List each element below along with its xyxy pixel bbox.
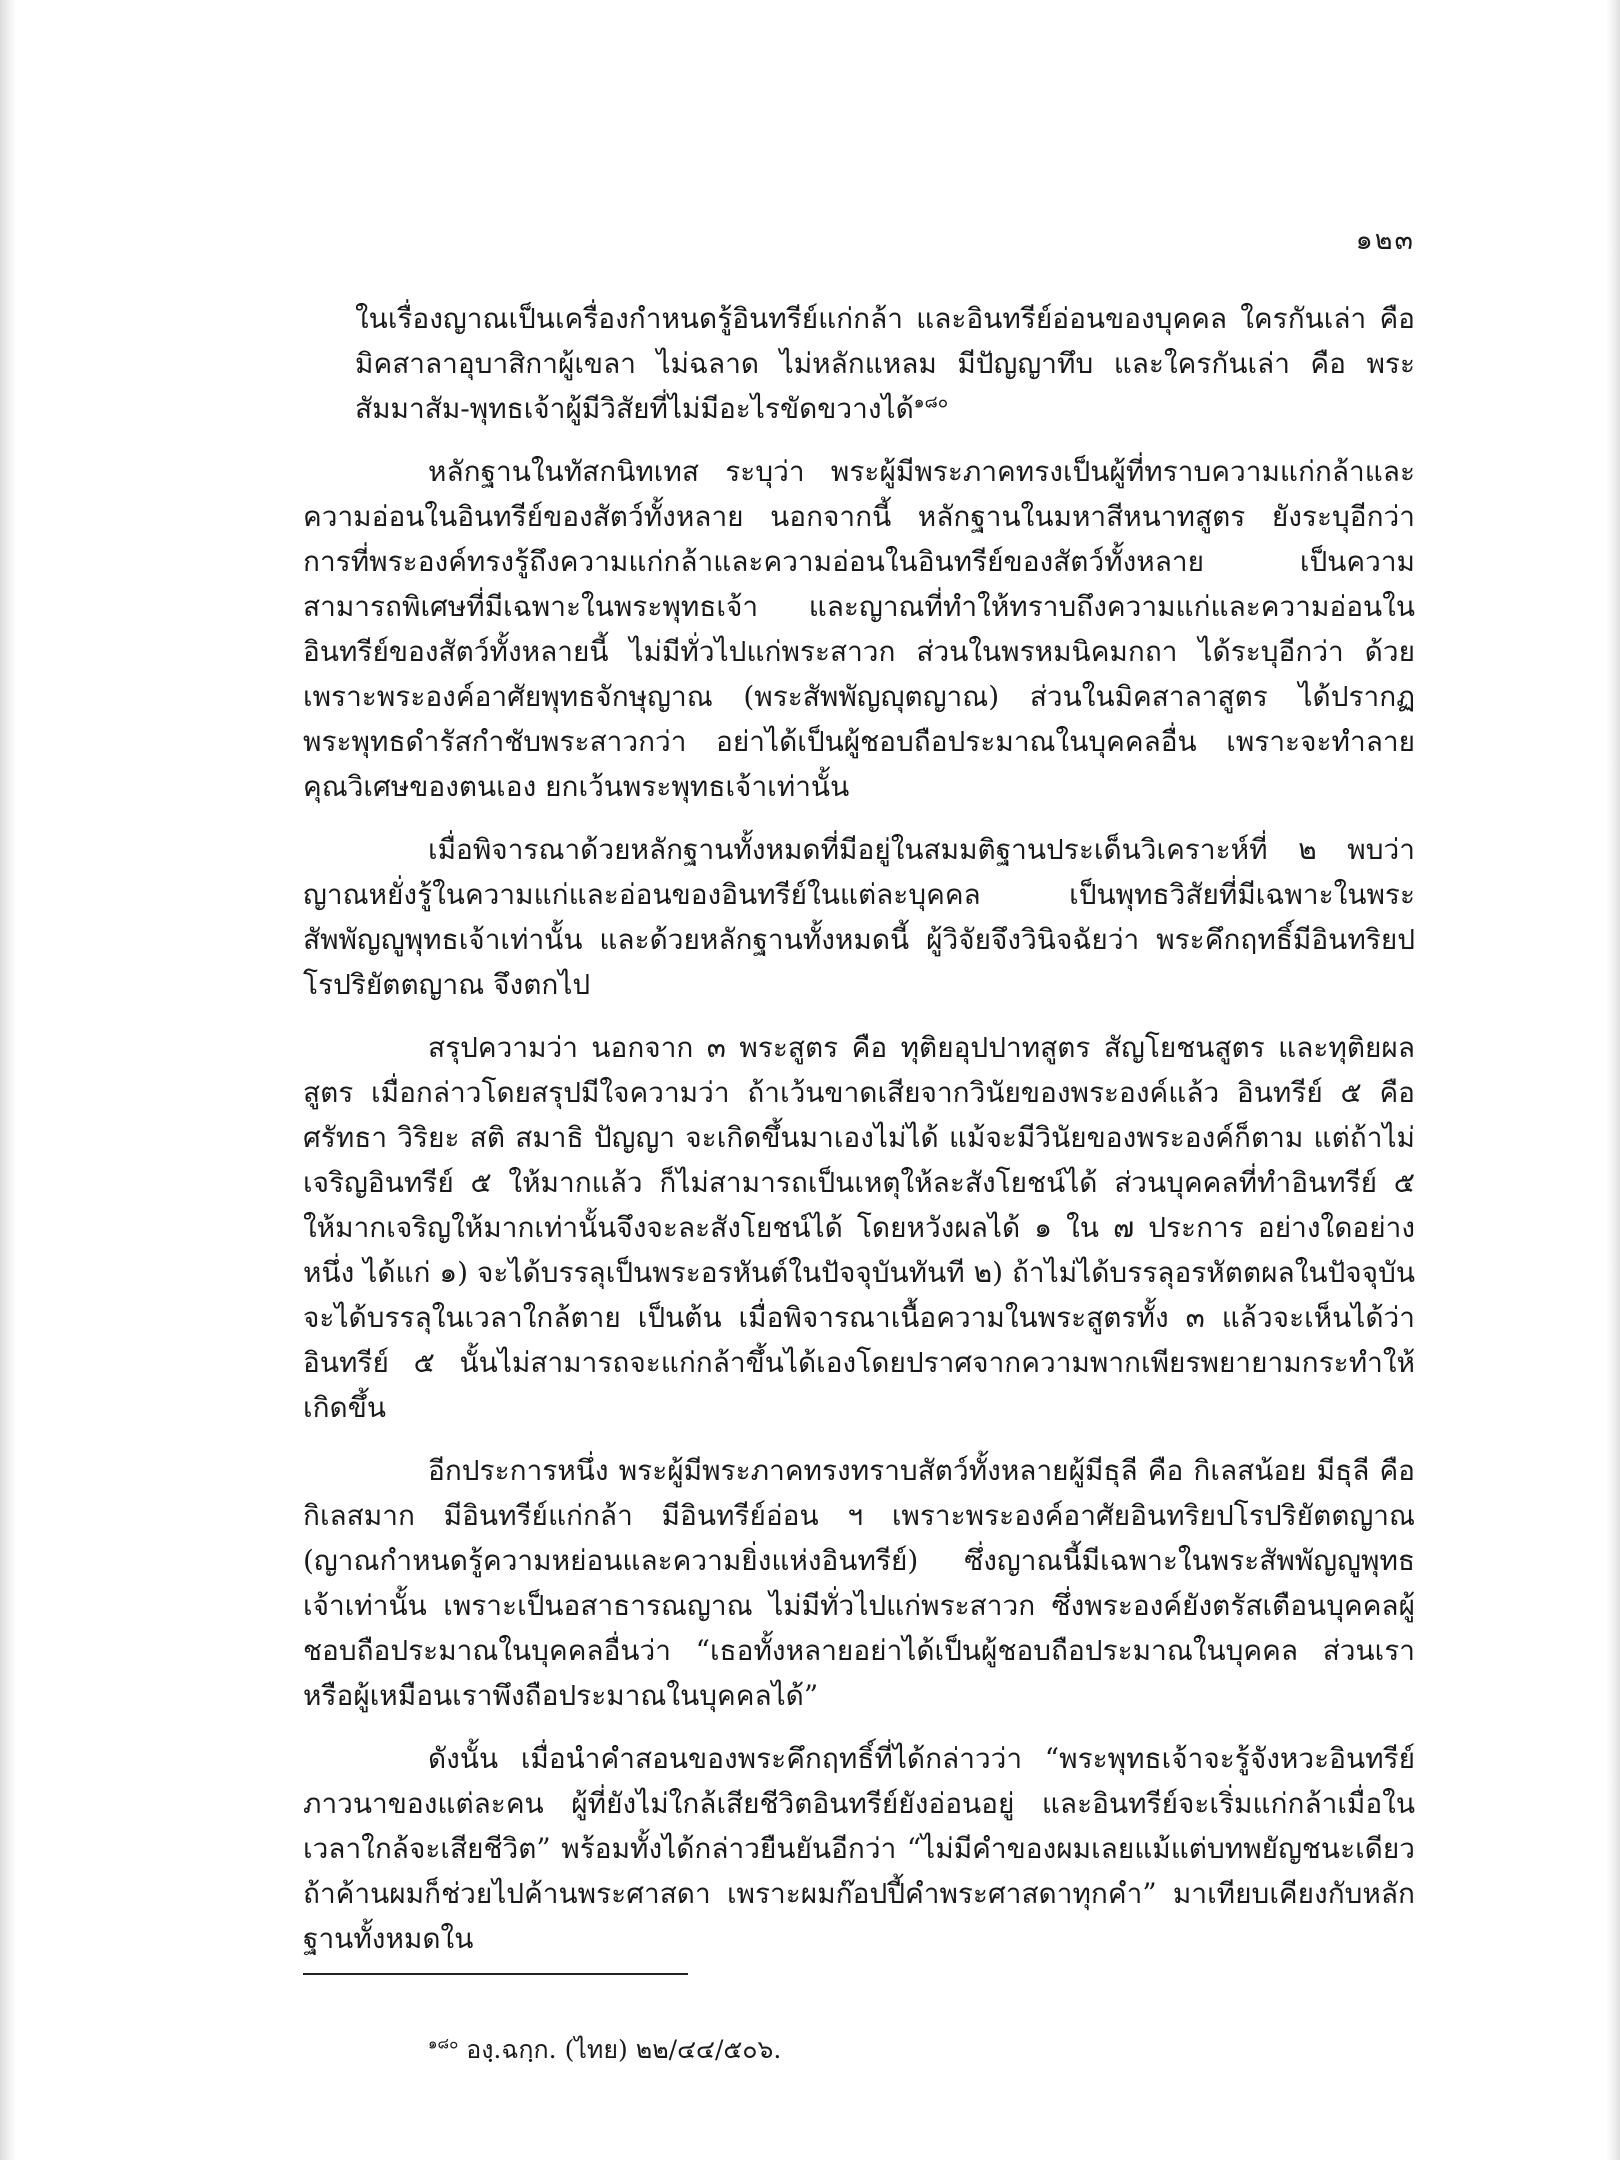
paragraph-3: สรุปความว่า นอกจาก ๓ พระสูตร คือ ทุติยอุปปาทสูตร สัญโยชนสูตร และทุติยผลสูตร เมื่อกล่าวโดยสรุปมีใจความว่า ถ้าเว้นขาดเสียจากวินัยของพระองค์แล้ว อินทรีย์ ๕ คือ ศรัทธา วิริยะ สติ สมาธิ ปัญญา จะเกิดขึ้นมาเองไม่ได้ แม้จะมีวินัยของพระองค์ก็ตาม แต่ถ้าไม่เจริญอินทรีย์ ๕ ให้มากแล้ว ก็ไม่สามารถเป็นเหตุให้ละสังโยชน์ได้ ส่วนบุคคลที่ทำอินทรีย์ ๕ ให้มากเจริญให้มากเท่านั้นจึงจะละสังโยชน์ได้ โดยหวังผลได้ ๑ ใน ๗ ประการ อย่างใดอย่างหนึ่ง ได้แก่ ๑) จะได้บรรลุเป็นพระอรหันต์ในปัจจุบันทันที ๒) ถ้าไม่ได้บรรลุอรหัตตผลในปัจจุบัน จะได้บรรลุในเวลาใกล้ตาย เป็นต้น เมื่อพิจารณาเนื้อความในพระสูตรทั้ง ๓ แล้วจะเห็นได้ว่า อินทรีย์ ๕ นั้นไม่สามารถจะแก่กล้าขึ้นได้เองโดยปราศจากความพากเพียรพยายามกระทำให้เกิดขึ้น [303, 1031, 1415, 1424]
page-shadow-right [1606, 0, 1620, 2160]
block-quote-text: ในเรื่องญาณเป็นเครื่องกำหนดรู้อินทรีย์แก่กล้า และอินทรีย์อ่อนของบุคคล ใครกันเล่า คือ มิคสาลาอุบาสิกาผู้เขลา ไม่ฉลาด ไม่หลักแหลม มีปัญญาทึบ และใครกันเล่า คือ พระสัมมาสัม-พุทธเจ้าผู้มีวิสัยที่ไม่มีอะไรขัดขวางได้ [355, 302, 1415, 425]
page-shadow-left [0, 0, 16, 2160]
paragraph-2: เมื่อพิจารณาด้วยหลักฐานทั้งหมดที่มีอยู่ในสมมติฐานประเด็นวิเคราะห์ที่ ๒ พบว่า ญาณหยั่งรู้ในความแก่และอ่อนของอินทรีย์ในแต่ละบุคคล เป็นพุทธวิสัยที่มีเฉพาะในพระสัพพัญญูพุทธเจ้าเท่านั้น และด้วยหลักฐานทั้งหมดนี้ ผู้วิจัยจึงวินิจฉัยว่า พระคึกฤทธิ์มีอินทริยปโรปริยัตตญาณ จึงตกไป [303, 833, 1415, 1001]
footnote-number: ๑๘๐ [428, 2034, 459, 2053]
paragraph-5: ดังนั้น เมื่อนำคำสอนของพระคึกฤทธิ์ที่ได้กล่าวว่า “พระพุทธเจ้าจะรู้จังหวะอินทรีย์ภาวนาของแต่ละคน ผู้ที่ยังไม่ใกล้เสียชีวิตอินทรีย์ยังอ่อนอยู่ และอินทรีย์จะเริ่มแก่กล้าเมื่อในเวลาใกล้จะเสียชีวิต” พร้อมทั้งได้กล่าวยืนยันอีกว่า “ไม่มีคำของผมเลยแม้แต่บทพยัญชนะเดียว ถ้าค้านผมก็ช่วยไปค้านพระศาสดา เพราะผมก๊อปปี้คำพระศาสดาทุกคำ” มาเทียบเคียงกับหลักฐานทั้งหมดใน [303, 1742, 1415, 1955]
body-text [303, 296, 1415, 1979]
block-quote [355, 296, 1415, 431]
page-number: ๑๒๓ [1355, 225, 1415, 256]
footnote-reference[interactable]: ๑๘๐ [913, 392, 949, 413]
footnote-divider [303, 1973, 688, 1975]
paragraph-1: หลักฐานในทัสกนิทเทส ระบุว่า พระผู้มีพระภาคทรงเป็นผู้ที่ทราบความแก่กล้าและความอ่อนในอินทรีย์ของสัตว์ทั้งหลาย นอกจากนี้ หลักฐานในมหาสีหนาทสูตร ยังระบุอีกว่า การที่พระองค์ทรงรู้ถึงความแก่กล้าและความอ่อนในอินทรีย์ของสัตว์ทั้งหลาย เป็นความสามารถพิเศษที่มีเฉพาะในพระพุทธเจ้า และญาณที่ทำให้ทราบถึงความแก่และความอ่อนในอินทรีย์ของสัตว์ทั้งหลายนี้ ไม่มีทั่วไปแก่พระสาวก ส่วนในพรหมนิคมกถา ได้ระบุอีกว่า ด้วยเพราะพระองค์อาศัยพุทธจักษุญาณ (พระสัพพัญญุตญาณ) ส่วนในมิคสาลาสูตร ได้ปรากฏพระพุทธดำรัสกำชับพระสาวกว่า อย่าได้เป็นผู้ชอบถือประมาณในบุคคลอื่น เพราะจะทำลายคุณวิเศษของตนเอง ยกเว้นพระพุทธเจ้าเท่านั้น [303, 455, 1415, 803]
footnote [428, 2032, 781, 2068]
paragraph-4: อีกประการหนึ่ง พระผู้มีพระภาคทรงทราบสัตว์ทั้งหลายผู้มีธุลี คือ กิเลสน้อย มีธุลี คือ กิเลสมาก มีอินทรีย์แก่กล้า มีอินทรีย์อ่อน ฯ เพราะพระองค์อาศัยอินทริยปโรปริยัตตญาณ (ญาณกำหนดรู้ความหย่อนและความยิ่งแห่งอินทรีย์) ซึ่งญาณนี้มีเฉพาะในพระสัพพัญญูพุทธเจ้าเท่านั้น เพราะเป็นอสาธารณญาณ ไม่มีทั่วไปแก่พระสาวก ซึ่งพระองค์ยังตรัสเตือนบุคคลผู้ชอบถือประมาณในบุคคลอื่นว่า “เธอทั้งหลายอย่าได้เป็นผู้ชอบถือประมาณในบุคคล ส่วนเราหรือผู้เหมือนเราพึงถือประมาณในบุคคลได้” [303, 1454, 1415, 1712]
footnote-text: องฺ.ฉกฺก. (ไทย) ๒๒/๔๔/๕๐๖. [466, 2035, 782, 2064]
